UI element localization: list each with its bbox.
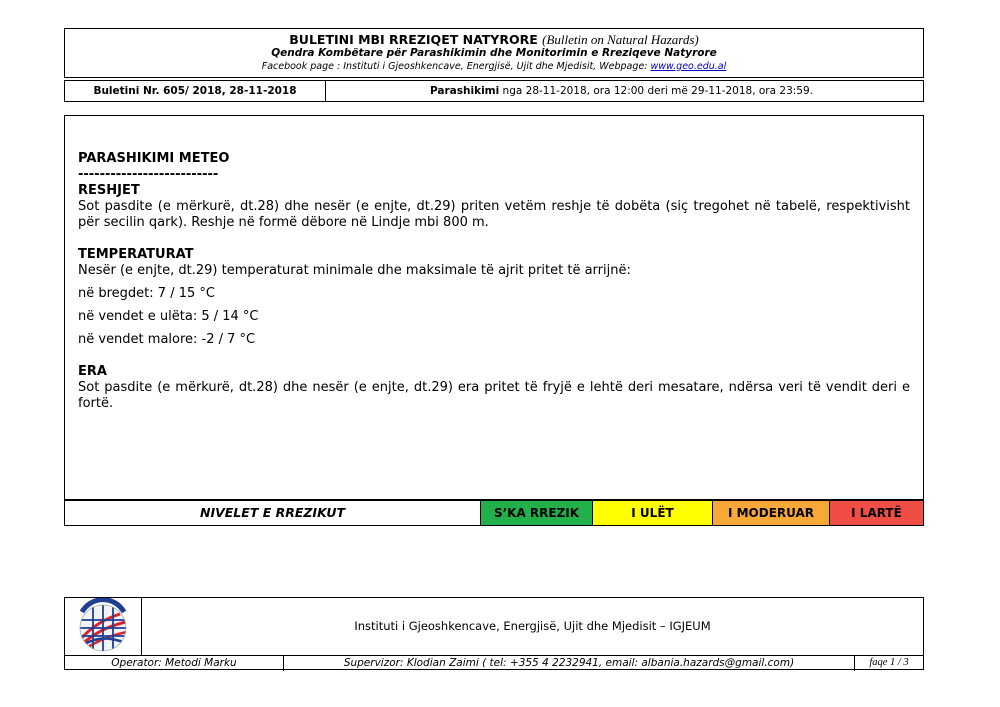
risk-levels-label: NIVELET E RREZIKUT [199,505,346,520]
links-text: Facebook page : Instituti i Gjeoshkencave, Energjisë, Ujit dhe Mjedisit, Webpage: [261,61,648,72]
forecast-range: nga 28-11-2018, ora 12:00 deri më 29-11-2018, ora 23:59. [499,85,813,97]
forecast-panel [64,115,924,500]
bulletin-title-en: (Bulletin on Natural Hazards) [542,32,699,47]
forecast-heading: PARASHIKIMI METEO [78,151,230,166]
bulletin-title-line [65,32,923,48]
bulletin-footer [64,597,924,670]
level-none: S’KA RREZIK [480,501,592,525]
level-low: I ULËT [592,501,712,525]
igjeum-logo [65,598,142,655]
bulletin-header [64,28,924,78]
temp-lowlands: në vendet e ulëta: 5 / 14 °C [78,309,259,324]
page-number: faqe 1 / 3 [869,657,909,668]
footer-credits [65,655,923,671]
operator: Operator: Metodi Marku [65,656,284,671]
precip-text: Sot pasdite (e mërkurë, dt.28) dhe nesër (e enjte, dt.29) priten vetëm reshje të dobëta (siç tregohet në tabelë, respektivisht për secilin qark). Reshje në formë dëbore në Lindje mbi 800 m. [78,199,910,230]
forecast-label: Parashikimi [430,85,500,97]
website-link[interactable]: www.geo.edu.al [650,61,727,72]
center-name: Qendra Kombëtare për Parashikimin dhe Monitorimin e Rreziqeve Natyrore [271,47,717,59]
bulletin-number: Buletini Nr. 605/ 2018, 28-11-2018 [65,81,326,101]
level-high: I LARTË [829,501,923,525]
precip-heading: RESHJET [78,183,140,198]
globe-logo-icon [65,598,141,655]
bulletin-info-row [64,80,924,102]
wind-heading: ERA [78,364,107,379]
bulletin-title: BULETINI MBI RREZIQET NATYRORE [289,32,538,47]
forecast-divider: -------------------------- [78,167,219,182]
links-line [65,61,923,72]
supervisor-contact: Supervizor: Klodian Zaimi ( tel: +355 4 2232941, email: albania.hazards@gmail.com) [284,656,855,671]
wind-text: Sot pasdite (e mërkurë, dt.28) dhe nesër (e enjte, dt.29) era pritet të fryjë e lehtë deri mesatare, ndërsa veri të vendit deri e fortë. [78,380,910,411]
temp-intro: Nesër (e enjte, dt.29) temperaturat minimale dhe maksimale të ajrit pritet të arrijnë: [78,263,631,278]
risk-levels-legend [64,500,924,526]
forecast-period [326,81,923,101]
temp-mountains: në vendet malore: -2 / 7 °C [78,332,256,347]
institute-name: Instituti i Gjeoshkencave, Energjisë, Ujit dhe Mjedisit – IGJEUM [354,619,711,633]
temp-heading: TEMPERATURAT [78,247,194,262]
temp-coast: në bregdet: 7 / 15 °C [78,286,215,301]
level-moderate: I MODERUAR [712,501,829,525]
